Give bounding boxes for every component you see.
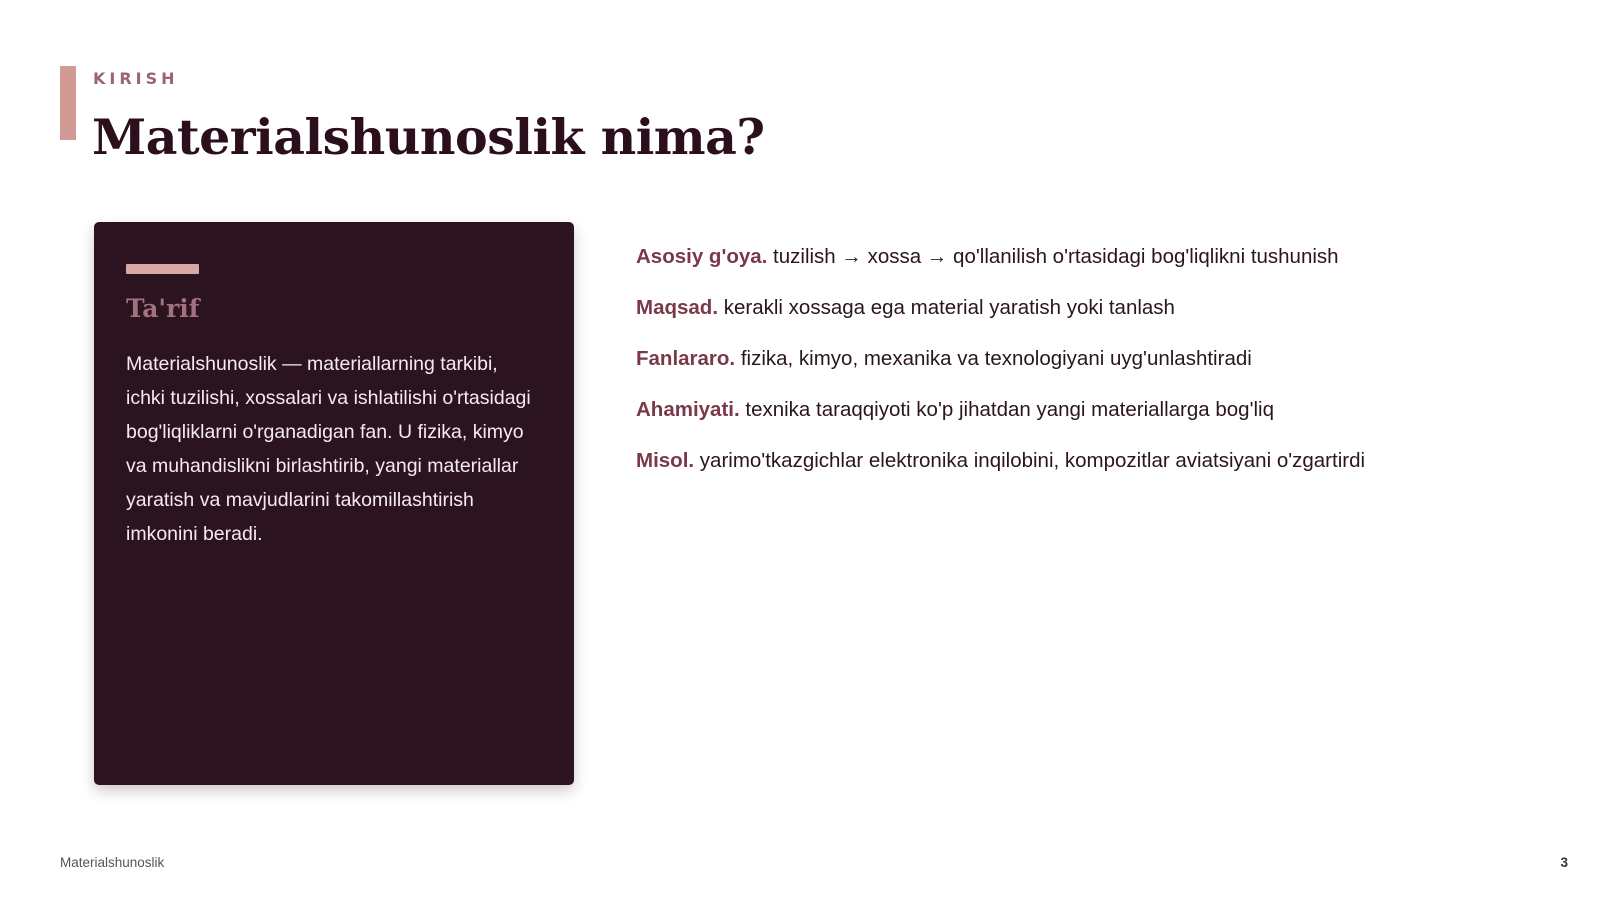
key-point-text: texnika taraqqiyoti ko'p jihatdan yangi materiallarga bog'liq — [745, 398, 1274, 421]
key-point-label: Asosiy g'oya. — [636, 245, 768, 268]
key-point-label: Maqsad. — [636, 296, 719, 319]
key-point-interdisciplinary — [636, 342, 1566, 375]
section-eyebrow: KIRISH — [93, 69, 179, 88]
section-accent-bar — [60, 66, 76, 140]
key-point-text: yarimo'tkazgichlar elektronika inqilobini, kompozitlar aviatsiyani o'zgartirdi — [699, 449, 1366, 472]
key-point-label: Misol. — [636, 449, 695, 472]
key-points-list — [636, 240, 1566, 495]
key-point-label: Ahamiyati. — [636, 398, 740, 421]
key-point-example — [636, 444, 1566, 477]
footer-deck-title: Materialshunoslik — [60, 855, 165, 870]
definition-card — [94, 222, 574, 785]
key-point-label: Fanlararo. — [636, 347, 736, 370]
card-accent-rule — [126, 264, 199, 274]
definition-card-heading: Ta'rif — [126, 294, 200, 323]
key-point-text: kerakli xossaga ega material yaratish yoki tanlash — [723, 296, 1175, 319]
definition-card-body: Materialshunoslik — materiallarning tarkibi, ichki tuzilishi, xossalari va ishlatilishi o'rtasidagi bog'liqliklarni o'rganadigan fan. U fizika, kimyo va muhandislikni birlashtirib, yangi materiallar yaratish va mavjudlarini takomillashtirish imkonini beradi. — [126, 353, 531, 545]
page-title: Materialshunoslik nima? — [92, 108, 765, 166]
key-point-goal — [636, 291, 1566, 324]
key-point-main-idea — [636, 240, 1566, 273]
key-point-text: tuzilish → xossa → qo'llanilish o'rtasidagi bog'liqlikni tushunish — [773, 245, 1339, 268]
key-point-text: fizika, kimyo, mexanika va texnologiyani uyg'unlashtiradi — [740, 347, 1252, 370]
footer-page-number: 3 — [1560, 855, 1568, 870]
key-point-importance — [636, 393, 1566, 426]
